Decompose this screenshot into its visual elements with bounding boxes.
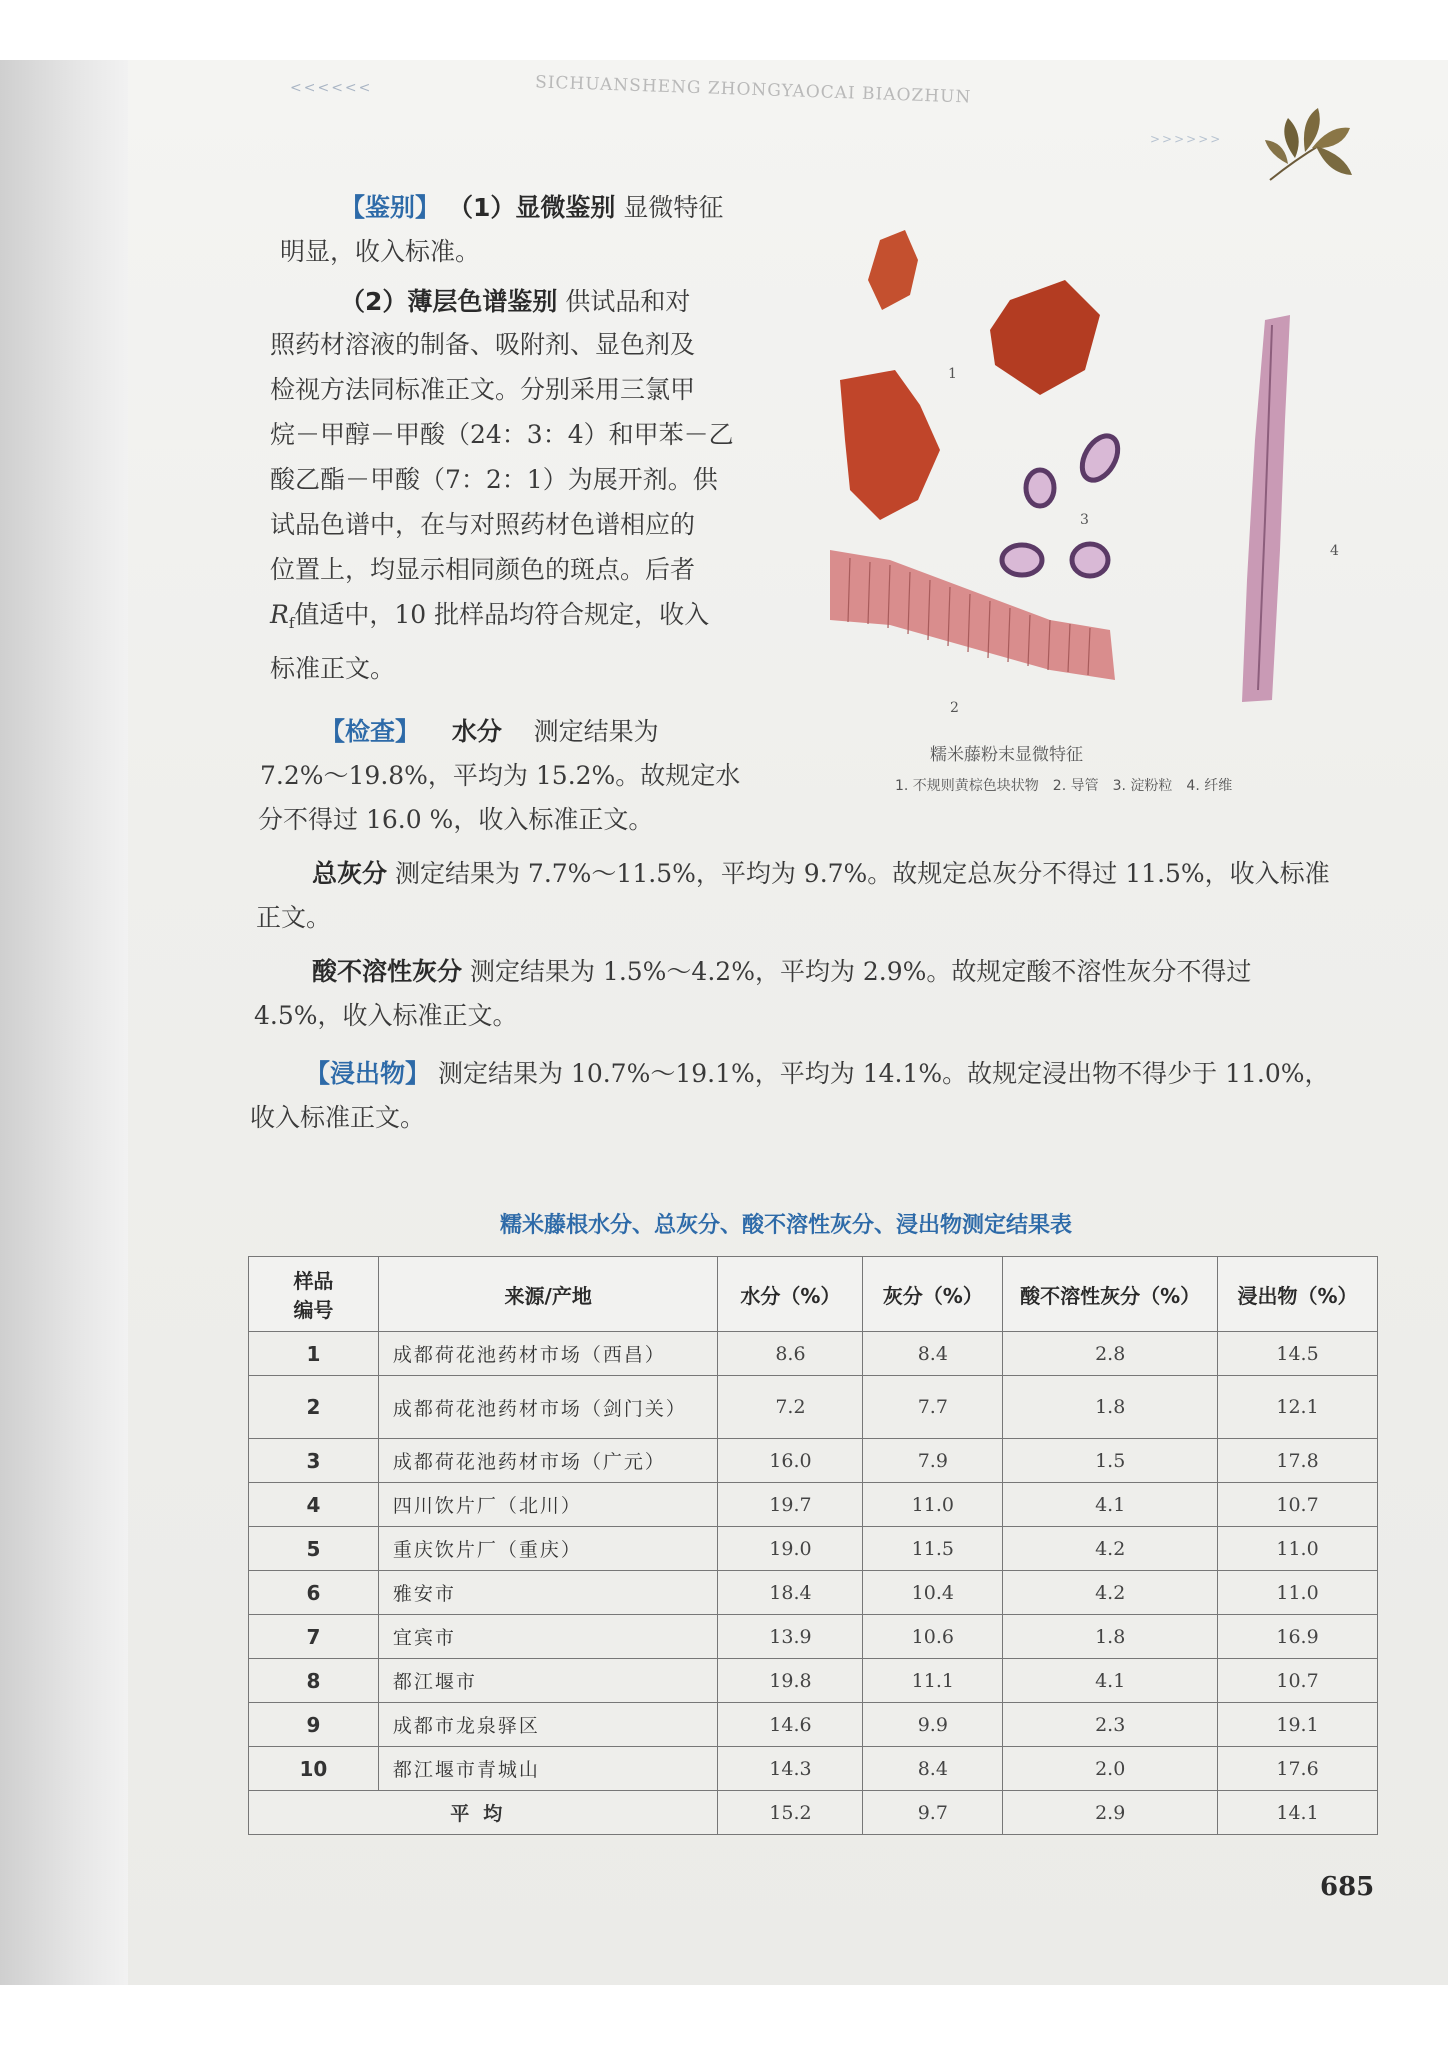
- page-number: 685: [1320, 1872, 1375, 1902]
- tlc-line: 照药材溶液的制备、吸附剂、显色剂及: [270, 330, 696, 359]
- cell-extract: 17.6: [1218, 1747, 1378, 1791]
- ash-label: 总灰分: [312, 859, 388, 888]
- tlc-line: 位置上，均显示相同颜色的斑点。后者: [270, 555, 696, 584]
- tlc-line: 烷－甲醇－甲酸（24：3：4）和甲苯－乙: [270, 420, 734, 449]
- ash-paragraph: [312, 852, 1330, 896]
- cell-acid-ash: 4.2: [1003, 1527, 1218, 1571]
- microscopy-figure: [810, 220, 1370, 720]
- water-label: 水分: [451, 717, 502, 746]
- rf-line-text: 值适中，10 批样品均符合规定，收入: [294, 600, 710, 629]
- cell-source: 成都荷花池药材市场（剑门关）: [378, 1376, 718, 1439]
- extract-text-line-2: 收入标准正文。: [250, 1103, 426, 1132]
- ash-text: 测定结果为 7.7%～11.5%，平均为 9.7%。故规定总灰分不得过 11.5%，收入标准: [394, 859, 1330, 888]
- cell-source: 成都荷花池药材市场（西昌）: [378, 1332, 718, 1376]
- cell-extract: 16.9: [1218, 1615, 1378, 1659]
- cell-id: 4: [249, 1483, 379, 1527]
- cell-id: 8: [249, 1659, 379, 1703]
- starch-granule: [1026, 470, 1054, 506]
- inspection-label: 【检查】: [320, 717, 421, 746]
- tlc-body: [270, 322, 734, 691]
- cell-water: 14.3: [718, 1747, 863, 1791]
- rf-symbol: R: [270, 600, 289, 629]
- identification-label: 【鉴别】: [340, 193, 441, 222]
- acid-ash-text-line-2: 4.5%，收入标准正文。: [254, 1001, 518, 1030]
- starch-granule: [1002, 545, 1042, 575]
- inspection-water-line: [320, 710, 659, 754]
- table-row: [249, 1703, 1378, 1747]
- table-average-row: [249, 1791, 1378, 1835]
- cell-ash: 7.9: [863, 1439, 1003, 1483]
- cell-water: 8.6: [718, 1332, 863, 1376]
- vessel-segment: [830, 550, 1115, 680]
- cell-extract: 11.0: [1218, 1527, 1378, 1571]
- rf-subscript: f: [288, 614, 295, 632]
- cell-ash: 8.4: [863, 1747, 1003, 1791]
- ash-text-line-2: 正文。: [256, 903, 332, 932]
- cell-water: 16.0: [718, 1439, 863, 1483]
- average-ash: 9.7: [863, 1791, 1003, 1835]
- cell-extract: 12.1: [1218, 1376, 1378, 1439]
- cell-acid-ash: 4.2: [1003, 1571, 1218, 1615]
- cell-ash: 9.9: [863, 1703, 1003, 1747]
- figure-number-3: 3: [1080, 512, 1089, 528]
- header-sample-id-line-2: 编号: [293, 1298, 334, 1322]
- tlc-first-line: [340, 280, 690, 324]
- cell-ash: 7.7: [863, 1376, 1003, 1439]
- cell-ash: 11.0: [863, 1483, 1003, 1527]
- cell-ash: 11.1: [863, 1659, 1003, 1703]
- cell-source: 都江堰市青城山: [378, 1747, 718, 1791]
- header-left-chevrons: <<<<<<: [290, 80, 373, 96]
- header-sample-id: [249, 1257, 379, 1332]
- cell-extract: 17.8: [1218, 1439, 1378, 1483]
- average-extract: 14.1: [1218, 1791, 1378, 1835]
- cell-water: 19.8: [718, 1659, 863, 1703]
- cell-acid-ash: 4.1: [1003, 1483, 1218, 1527]
- table-row: [249, 1615, 1378, 1659]
- cell-source: 成都市龙泉驿区: [378, 1703, 718, 1747]
- water-text: 测定结果为: [533, 717, 659, 746]
- cell-ash: 8.4: [863, 1332, 1003, 1376]
- extract-label: 【浸出物】: [305, 1059, 431, 1088]
- cell-source: 都江堰市: [378, 1659, 718, 1703]
- water-text-line-3: 分不得过 16.0 %，收入标准正文。: [258, 805, 654, 834]
- table-row: [249, 1439, 1378, 1483]
- table-row: [249, 1332, 1378, 1376]
- cell-id: 3: [249, 1439, 379, 1483]
- table-row: [249, 1483, 1378, 1527]
- header-sample-id-line-1: 样品: [293, 1269, 334, 1293]
- cell-acid-ash: 1.8: [1003, 1376, 1218, 1439]
- cell-water: 7.2: [718, 1376, 863, 1439]
- cell-ash: 11.5: [863, 1527, 1003, 1571]
- microscopy-text: 显微特征: [623, 193, 724, 222]
- tlc-line: 供试品和对: [565, 287, 691, 316]
- cell-extract: 11.0: [1218, 1571, 1378, 1615]
- cell-water: 18.4: [718, 1571, 863, 1615]
- rf-line: [270, 592, 734, 646]
- table-row: [249, 1747, 1378, 1791]
- cell-acid-ash: 2.8: [1003, 1332, 1218, 1376]
- microscopy-text-line-2: 明显，收入标准。: [280, 237, 481, 266]
- rf-line-end: 标准正文。: [270, 654, 396, 683]
- cell-water: 19.7: [718, 1483, 863, 1527]
- cell-acid-ash: 4.1: [1003, 1659, 1218, 1703]
- water-text-line-2: 7.2%～19.8%，平均为 15.2%。故规定水: [260, 761, 741, 790]
- figure-caption: 糯米藤粉末显微特征: [930, 745, 1083, 765]
- table-row: [249, 1659, 1378, 1703]
- cell-source: 成都荷花池药材市场（广元）: [378, 1439, 718, 1483]
- average-water: 15.2: [718, 1791, 863, 1835]
- cell-id: 7: [249, 1615, 379, 1659]
- cell-id: 5: [249, 1527, 379, 1571]
- irregular-mass-1b: [990, 280, 1100, 395]
- cell-water: 14.6: [718, 1703, 863, 1747]
- acid-ash-label: 酸不溶性灰分: [312, 957, 463, 986]
- cell-acid-ash: 2.3: [1003, 1703, 1218, 1747]
- table-header-row: [249, 1257, 1378, 1332]
- tlc-label: （2）薄层色谱鉴别: [340, 287, 558, 316]
- figure-number-1: 1: [948, 366, 957, 382]
- average-label: 平均: [249, 1791, 718, 1835]
- header-extract: 浸出物（%）: [1218, 1257, 1378, 1332]
- cell-extract: 10.7: [1218, 1483, 1378, 1527]
- cell-water: 13.9: [718, 1615, 863, 1659]
- cell-extract: 10.7: [1218, 1659, 1378, 1703]
- extract-text: 测定结果为 10.7%～19.1%，平均为 14.1%。故规定浸出物不得少于 11.0%，: [437, 1059, 1330, 1088]
- cell-ash: 10.6: [863, 1615, 1003, 1659]
- header-right-chevrons: >>>>>>: [1150, 132, 1223, 146]
- table-row: [249, 1571, 1378, 1615]
- acid-ash-paragraph: [312, 950, 1251, 994]
- header-acid-ash: 酸不溶性灰分（%）: [1003, 1257, 1218, 1332]
- leaf-logo-icon: [1250, 100, 1360, 200]
- irregular-mass-1c: [840, 370, 940, 520]
- tlc-line: 检视方法同标准正文。分别采用三氯甲: [270, 375, 696, 404]
- header-source: 来源/产地: [378, 1257, 718, 1332]
- cell-extract: 19.1: [1218, 1703, 1378, 1747]
- acid-ash-text: 测定结果为 1.5%～4.2%，平均为 2.9%。故规定酸不溶性灰分不得过: [469, 957, 1252, 986]
- cell-id: 10: [249, 1747, 379, 1791]
- tlc-line: 试品色谱中，在与对照药材色谱相应的: [270, 510, 696, 539]
- irregular-mass-1a: [868, 230, 918, 310]
- cell-water: 19.0: [718, 1527, 863, 1571]
- cell-id: 6: [249, 1571, 379, 1615]
- book-spine: [0, 60, 130, 1985]
- cell-source: 四川饮片厂（北川）: [378, 1483, 718, 1527]
- table-row: [249, 1376, 1378, 1439]
- cell-acid-ash: 2.0: [1003, 1747, 1218, 1791]
- header-water: 水分（%）: [718, 1257, 863, 1332]
- cell-extract: 14.5: [1218, 1332, 1378, 1376]
- microscopy-label: （1）显微鉴别: [447, 193, 616, 222]
- cell-ash: 10.4: [863, 1571, 1003, 1615]
- table-row: [249, 1527, 1378, 1571]
- cell-acid-ash: 1.5: [1003, 1439, 1218, 1483]
- cell-source: 雅安市: [378, 1571, 718, 1615]
- results-table: [248, 1256, 1378, 1835]
- starch-granule: [1075, 430, 1125, 487]
- cell-id: 2: [249, 1376, 379, 1439]
- tlc-line: 酸乙酯－甲酸（7：2：1）为展开剂。供: [270, 465, 718, 494]
- figure-legend: 1. 不规则黄棕色块状物 2. 导管 3. 淀粉粒 4. 纤维: [895, 778, 1233, 794]
- header-ash: 灰分（%）: [863, 1257, 1003, 1332]
- cell-source: 宜宾市: [378, 1615, 718, 1659]
- cell-source: 重庆饮片厂（重庆）: [378, 1527, 718, 1571]
- cell-id: 1: [249, 1332, 379, 1376]
- starch-granule: [1072, 544, 1108, 576]
- average-acid-ash: 2.9: [1003, 1791, 1218, 1835]
- cell-id: 9: [249, 1703, 379, 1747]
- cell-acid-ash: 1.8: [1003, 1615, 1218, 1659]
- running-header-title: SICHUANSHENG ZHONGYAOCAI BIAOZHUN: [534, 72, 972, 108]
- figure-number-2: 2: [950, 700, 959, 716]
- extract-paragraph: [305, 1052, 1330, 1096]
- identification-section: [340, 186, 723, 230]
- table-title: 糯米藤根水分、总灰分、酸不溶性灰分、浸出物测定结果表: [500, 1212, 1073, 1238]
- figure-number-4: 4: [1330, 543, 1339, 559]
